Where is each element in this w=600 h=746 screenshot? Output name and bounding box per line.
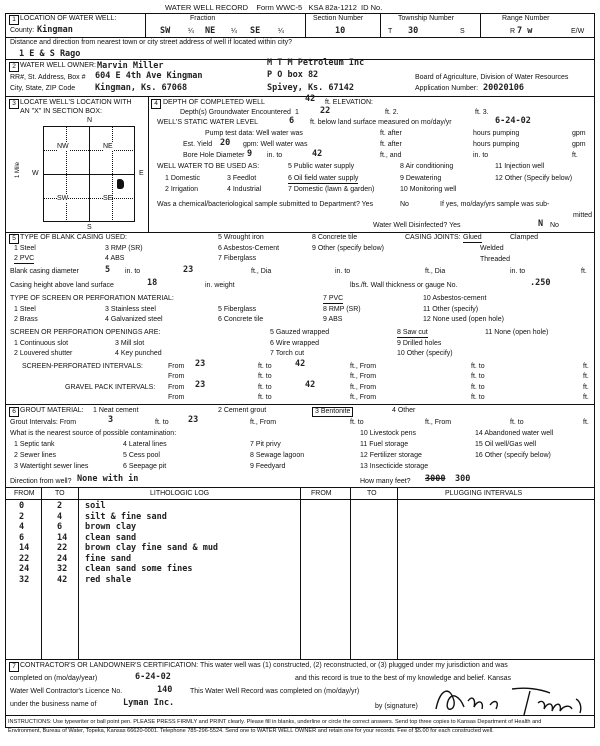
chem-sample-tail-2: mitted: [573, 212, 593, 219]
screen-concrete[interactable]: 6 Concrete tile: [218, 316, 264, 323]
log-row-description: brown clay: [85, 522, 137, 532]
range-prefix: R: [510, 28, 516, 35]
business-name: Lyman Inc.: [123, 698, 175, 708]
grout-neat-cement[interactable]: 1 Neat cement: [93, 407, 139, 414]
bore-ft2-label: ft.: [572, 152, 578, 159]
grout-from-3-label: ft., From: [425, 419, 452, 426]
log-header-to-2: TO: [367, 490, 377, 497]
screen-abs[interactable]: 9 ABS: [323, 316, 343, 323]
contam-sewage-lagoon[interactable]: 8 Sewage lagoon: [250, 452, 305, 459]
log-row-description: clean sand some fines: [85, 564, 193, 574]
yield-label: Est. Yield: [183, 141, 213, 148]
how-many-feet-struck: 3000: [425, 474, 446, 484]
quarter-3: ¼: [278, 28, 284, 35]
grout-to-label: ft. to: [155, 419, 169, 426]
contam-livestock[interactable]: 10 Livestock pens: [360, 430, 417, 437]
fraction-2: NE: [205, 26, 216, 36]
bore-in-label: in. to: [267, 152, 283, 159]
openings-label: SCREEN OR PERFORATION OPENINGS ARE:: [10, 329, 161, 336]
county-label: County:: [10, 27, 35, 34]
perf-end-label: ft.: [583, 363, 589, 370]
range-suffix: E/W: [571, 28, 585, 35]
gravel-pack-label: GRAVEL PACK INTERVALS:: [65, 384, 156, 391]
how-many-feet-value: 300: [455, 474, 471, 484]
contam-seepage-pit[interactable]: 6 Seepage pit: [123, 463, 167, 470]
contam-insecticide[interactable]: 13 Insecticide storage: [360, 463, 429, 470]
log-row-from: 22: [19, 553, 30, 564]
completed-tail: and this record is true to the best of my knowledge and belief. Kansas: [295, 675, 511, 682]
fraction-3: SE: [250, 26, 261, 36]
perf-to-2-label: ft. to: [471, 363, 485, 370]
contam-oil-gas-well[interactable]: 15 Oil well/Gas well: [475, 441, 537, 448]
static-level-date: 6-24-02: [495, 116, 531, 126]
contamination-label: What is the nearest source of possible contamination:: [10, 430, 177, 437]
grout-cement-grout[interactable]: 2 Cement grout: [218, 407, 267, 414]
contam-cess-pool[interactable]: 5 Cess pool: [123, 452, 160, 459]
casing-joints-label: CASING JOINTS:: [405, 234, 461, 241]
use-feedlot[interactable]: 3 Feedlot: [227, 175, 257, 182]
direction-value: None with in: [77, 474, 139, 484]
instructions-line-2: Environment, Bureau of Water, Topeka, Kansas 66620-0001. Telephone 785-296-5524. Send one to WATER WELL OWNER and retain one for your records. Fee of $5.00 for each constructed well.: [8, 728, 494, 734]
completed-label: completed on (mo/day/year): [10, 675, 98, 682]
se-label: SE: [103, 195, 113, 202]
blank-diameter-tail-2: in. to: [335, 268, 351, 275]
gravel-from-2-label: ft., From: [350, 384, 377, 391]
contam-lateral[interactable]: 4 Lateral lines: [123, 441, 167, 448]
chem-sample-label: Was a chemical/bacteriological sample submitted to Department? Yes: [157, 201, 374, 208]
well-location-mark: [117, 179, 124, 189]
log-row-to: 42: [57, 574, 68, 585]
direction-label: Direction from well?: [10, 478, 72, 485]
opening-wire-wrapped[interactable]: 6 Wire wrapped: [270, 340, 320, 347]
distance-value: 1 E & S Rago: [19, 49, 81, 59]
gravel-from-value: 23: [195, 380, 206, 390]
township-label: Township Number: [398, 15, 455, 22]
use-dewatering[interactable]: 9 Dewatering: [400, 175, 442, 182]
perf-from-value: 23: [195, 359, 206, 369]
pump-test-label: Pump test data: Well water was: [205, 130, 303, 137]
quarter-2: ¼: [231, 28, 237, 35]
static-level-label: WELL'S STATIC WATER LEVEL: [157, 119, 259, 126]
log-row-to: 4: [57, 511, 63, 522]
range-number: 7 w: [517, 26, 533, 36]
opening-none[interactable]: 11 None (open hole): [485, 329, 549, 336]
township-suffix: S: [460, 28, 465, 35]
opening-drilled-holes[interactable]: 9 Drilled holes: [397, 340, 442, 347]
opening-mill-slot[interactable]: 3 Mill slot: [115, 340, 145, 347]
gravel-to-row2: ft. to: [258, 394, 272, 401]
perf-from2-row2: ft., From: [350, 373, 377, 380]
opening-continuous-slot[interactable]: 1 Continuous slot: [14, 340, 69, 347]
log-row-description: silt & fine sand: [85, 511, 167, 522]
certification-text: This water well was (1) constructed, (2) reconstructed, or (3) plugged under my jurisdiction and was: [200, 662, 508, 669]
disinfected-no: No: [550, 222, 559, 229]
grout-from-2-label: ft., From: [250, 419, 277, 426]
section-number: 10: [335, 26, 346, 36]
log-row-description: brown clay fine sand & mud: [85, 543, 219, 553]
section-1-number: 1: [9, 15, 19, 25]
casing-pvc[interactable]: 2 PVC: [14, 255, 35, 262]
nw-label: NW: [57, 143, 69, 150]
south-label: S: [87, 224, 92, 231]
perf-from-label: From: [168, 363, 185, 370]
licence-label: Water Well Contractor's Licence No.: [10, 688, 123, 695]
screen-steel[interactable]: 1 Steel: [14, 306, 36, 313]
log-row-to: 14: [57, 532, 68, 543]
address-label: RR#, St. Address, Box #: [10, 74, 86, 81]
blank-diameter-depth: 23: [183, 265, 194, 275]
bore-ft-label: ft., and: [380, 152, 402, 159]
contam-sewer[interactable]: 2 Sewer lines: [14, 452, 57, 459]
pump-after-label: ft. after: [380, 130, 402, 137]
use-domestic[interactable]: 1 Domestic: [165, 175, 201, 182]
screen-stainless[interactable]: 3 Stainless steel: [105, 306, 156, 313]
gravel-from-row2: From: [168, 394, 185, 401]
instructions-line-1: INSTRUCTIONS: Use typewriter or ball point pen. PLEASE PRESS FIRMLY and PRINT clearly. Please fill in blanks, underline or circle the correct answers. Send top three copies to Kansas Department of Health and: [8, 719, 542, 725]
licence-tail: This Water Well Record was completed on (mo/day/yr): [190, 688, 360, 695]
groundwater-2-label: ft. 2.: [385, 109, 399, 116]
gravel-to-2-label: ft. to: [471, 384, 485, 391]
log-row-description: clean sand: [85, 532, 137, 543]
screen-asbestos[interactable]: 10 Asbestos-cement: [423, 295, 487, 302]
use-injection-well[interactable]: 11 Injection well: [495, 163, 545, 170]
log-row-to: 22: [57, 543, 68, 553]
signature-label: by (signature): [375, 703, 418, 710]
log-row-description: red shale: [85, 574, 132, 585]
use-other[interactable]: 12 Other (Specify below): [495, 175, 573, 182]
contam-watertight-sewer[interactable]: 3 Watertight sewer lines: [14, 463, 89, 470]
screen-none[interactable]: 12 None used (open hole): [423, 316, 504, 323]
business-label: under the business name of: [10, 701, 97, 708]
bore-to-value: 42: [312, 149, 323, 159]
log-header-plugging: PLUGGING INTERVALS: [445, 490, 523, 497]
groundwater-1-label: 1: [295, 109, 299, 116]
use-public-supply[interactable]: 5 Public water supply: [288, 163, 355, 170]
blank-diameter-tail-3: ft., Dia: [425, 268, 446, 275]
section-2-number: 2: [9, 62, 19, 72]
perf-from-row2: From: [168, 373, 185, 380]
owner-address: 604 E 4th Ave Kingman: [95, 71, 203, 81]
casing-other[interactable]: 9 Other (specify below): [312, 245, 384, 252]
board-label: Board of Agriculture, Division of Water Resources: [415, 74, 569, 81]
grout-material-label: GROUT MATERIAL:: [20, 407, 84, 414]
blank-diameter-tail: ft., Dia: [251, 268, 272, 275]
township-number: 30: [408, 26, 419, 36]
groundwater-label: Depth(s) Groundwater Encountered: [180, 109, 291, 116]
grout-intervals-label: Grout Intervals: From: [10, 419, 77, 426]
owner-name-2: M T M Petroleum Inc: [267, 58, 365, 68]
grout-to-3-label: ft. to: [510, 419, 524, 426]
depth-value: 42: [305, 94, 316, 104]
screen-brass[interactable]: 2 Brass: [14, 316, 38, 323]
owner-city: Kingman, Ks. 67068: [95, 83, 188, 93]
north-label: N: [87, 117, 93, 124]
log-row-to: 24: [57, 553, 68, 564]
elevation-label: ft. ELEVATION:: [325, 99, 373, 106]
range-label: Range Number: [502, 15, 550, 22]
grout-to-2-label: ft. to: [350, 419, 364, 426]
casing-fiberglass[interactable]: 7 Fiberglass: [218, 255, 257, 262]
casing-rmp[interactable]: 3 RMP (SR): [105, 245, 143, 252]
grout-bentonite[interactable]: 3 Bentonite: [312, 407, 353, 417]
depth-label: DEPTH OF COMPLETED WELL: [163, 99, 265, 106]
yield-after-label: ft. after: [380, 141, 402, 148]
use-oil-field-supply[interactable]: 6 Oil field water supply: [288, 175, 359, 182]
section-number-label: Section Number: [313, 15, 364, 22]
use-lawn-garden[interactable]: 7 Domestic (lawn & garden): [288, 186, 375, 193]
screen-galvanized[interactable]: 4 Galvanized steel: [105, 316, 163, 323]
perf-end-row2: ft.: [583, 373, 589, 380]
gravel-from-label: From: [168, 384, 185, 391]
static-level-value: 6: [289, 116, 295, 126]
blank-diameter-label: Blank casing diameter: [10, 268, 79, 275]
contam-abandoned-well[interactable]: 14 Abandoned water well: [475, 430, 554, 437]
casing-weight-label: in. weight: [205, 282, 235, 289]
section-3-label-2: AN "X" IN SECTION BOX:: [20, 108, 102, 115]
log-header-from-2: FROM: [311, 490, 332, 497]
opening-other[interactable]: 10 Other (specify): [397, 350, 453, 357]
gravel-end-row2: ft.: [583, 394, 589, 401]
disinfected-value: N: [538, 219, 544, 229]
county-value: Kingman: [37, 25, 73, 35]
fraction-1: SW: [160, 26, 171, 36]
log-row-to: 2: [57, 501, 63, 511]
static-level-mid: ft. below land surface measured on mo/day/yr: [310, 119, 452, 126]
joint-glued[interactable]: Glued: [463, 234, 482, 241]
perforated-intervals-label: SCREEN-PERFORATED INTERVALS:: [22, 363, 143, 370]
perf-from-2-label: ft., From: [350, 363, 377, 370]
casing-steel[interactable]: 1 Steel: [14, 245, 36, 252]
water-well-record-form: [5, 3, 595, 742]
blank-diameter-tail-4: in. to: [510, 268, 526, 275]
blank-diameter-tail-5: ft.: [581, 268, 587, 275]
log-row-from: 2: [19, 511, 25, 522]
use-industrial[interactable]: 4 Industrial: [227, 186, 262, 193]
city-label: City, State, ZIP Code: [10, 85, 76, 92]
pump-hours-label: hours pumping: [473, 130, 520, 137]
perf-to-label: ft. to: [258, 363, 272, 370]
grout-other[interactable]: 4 Other: [392, 407, 416, 414]
perf-to-row2: ft. to: [258, 373, 272, 380]
blank-diameter-value: 5: [105, 265, 111, 275]
yield-gpm-label: gpm: [572, 141, 586, 148]
casing-gauge-value: .250: [530, 278, 551, 288]
log-row-to: 32: [57, 564, 68, 574]
chem-sample-no: No: [400, 201, 409, 208]
yield-value: 20: [220, 138, 231, 148]
yield-hours-label: hours pumping: [473, 141, 520, 148]
fraction-label: Fraction: [190, 15, 216, 22]
section-6-number: 6: [9, 407, 19, 417]
application-number: 20020106: [483, 83, 524, 93]
screen-rmp[interactable]: 8 RMP (SR): [323, 306, 361, 313]
disinfected-label: Water Well Disinfected? Yes: [373, 222, 461, 229]
yield-unit: gpm: Well water was: [243, 141, 308, 148]
section-1-label: LOCATION OF WATER WELL:: [20, 15, 117, 22]
log-header-from: FROM: [14, 490, 35, 497]
joint-welded[interactable]: Welded: [480, 245, 504, 252]
contractor-signature: [430, 679, 588, 719]
licence-number: 140: [157, 685, 173, 695]
log-row-from: 4: [19, 522, 25, 532]
certification-label: CONTRACTOR'S OR LANDOWNER'S CERTIFICATION:: [20, 662, 199, 669]
opening-torch-cut[interactable]: 7 Torch cut: [270, 350, 305, 357]
pump-gpm-label: gpm: [572, 130, 586, 137]
screen-fiberglass[interactable]: 5 Fiberglass: [218, 306, 257, 313]
form-title: WATER WELL RECORD Form WWC-5 KSA 82a-1212 ID No.: [165, 3, 383, 12]
gravel-to2-row2: ft. to: [471, 394, 485, 401]
section-7-number: 7: [9, 662, 19, 672]
section-3-label: LOCATE WELL'S LOCATION WITH: [20, 99, 132, 106]
section-2-label: WATER WELL OWNER:: [20, 62, 96, 69]
joint-clamped[interactable]: Clamped: [510, 234, 539, 241]
grout-from-value: 3: [108, 415, 114, 425]
gravel-to-label: ft. to: [258, 384, 272, 391]
opening-louvered[interactable]: 2 Louvered shutter: [14, 350, 73, 357]
contam-fertilizer[interactable]: 12 Fertilizer storage: [360, 452, 422, 459]
section-4-number: 4: [151, 99, 161, 109]
casing-concrete[interactable]: 8 Concrete tile: [312, 234, 358, 241]
casing-wrought-iron[interactable]: 5 Wrought iron: [218, 234, 264, 241]
casing-height-value: 18: [147, 278, 158, 288]
screen-other[interactable]: 11 Other (specify): [423, 306, 479, 313]
distance-label: Distance and direction from nearest town or city street address of well if located within city?: [10, 39, 293, 46]
log-header-lithologic: LITHOLOGIC LOG: [150, 490, 210, 497]
screen-material-label: TYPE OF SCREEN OR PERFORATION MATERIAL:: [10, 295, 174, 302]
ne-label: NE: [103, 143, 113, 150]
completed-date: 6-24-02: [135, 672, 171, 682]
log-row-from: 0: [19, 501, 25, 511]
casing-abs[interactable]: 4 ABS: [105, 255, 125, 262]
contam-feedyard[interactable]: 9 Feedyard: [250, 463, 286, 470]
opening-key-punched[interactable]: 4 Key punched: [115, 350, 162, 357]
perf-to2-row2: ft. to: [471, 373, 485, 380]
bore-label: Bore Hole Diameter: [183, 152, 245, 159]
use-air-conditioning[interactable]: 8 Air conditioning: [400, 163, 454, 170]
township-prefix: T: [388, 28, 393, 35]
quarter-1: ¼: [188, 28, 194, 35]
log-row-from: 32: [19, 574, 30, 585]
owner-name: Marvin Miller: [97, 61, 164, 71]
how-many-feet-label: How many feet?: [360, 478, 411, 485]
screen-pvc[interactable]: 7 PVC: [323, 295, 344, 302]
east-label: E: [139, 170, 144, 177]
blank-diameter-to: in. to: [125, 268, 141, 275]
groundwater-3-label: ft. 3.: [475, 109, 489, 116]
log-row-from: 6: [19, 532, 25, 543]
bore-value: 9: [247, 149, 253, 159]
section-5-number: 5: [9, 234, 19, 244]
gravel-to-value: 42: [305, 380, 316, 390]
groundwater-value: 22: [320, 106, 331, 116]
use-monitoring-well[interactable]: 10 Monitoring well: [400, 186, 457, 193]
west-label: W: [32, 170, 39, 177]
log-header-to: TO: [55, 490, 65, 497]
use-irrigation[interactable]: 2 Irrigation: [165, 186, 199, 193]
mile-label: 1 Mile: [15, 161, 21, 178]
log-row-from: 14: [19, 543, 30, 553]
chem-sample-tail: If yes, mo/day/yrs sample was sub-: [440, 201, 550, 208]
gravel-from2-row2: ft., From: [350, 394, 377, 401]
perf-to-value: 42: [295, 359, 306, 369]
owner-address-2: P O box 82: [267, 70, 319, 80]
log-row-description: fine sand: [85, 553, 132, 564]
grout-end-label: ft.: [583, 419, 589, 426]
casing-type-label: TYPE OF BLANK CASING USED:: [20, 234, 127, 241]
bore-in2-label: in. to: [473, 152, 489, 159]
section-3-number: 3: [9, 99, 19, 109]
contam-other[interactable]: 16 Other (specify below): [475, 452, 551, 459]
casing-gauge-label: lbs./ft. Wall thickness or gauge No.: [350, 282, 458, 289]
well-use-label: WELL WATER TO BE USED AS:: [157, 163, 260, 170]
contam-fuel[interactable]: 11 Fuel storage: [360, 441, 409, 448]
log-row-from: 24: [19, 564, 30, 574]
contam-pit-privy[interactable]: 7 Pit privy: [250, 441, 281, 448]
opening-gauzed[interactable]: 5 Gauzed wrapped: [270, 329, 330, 336]
grout-to-value: 23: [188, 415, 199, 425]
application-label: Application Number:: [415, 85, 479, 92]
log-row-description: soil: [85, 501, 106, 511]
casing-height-label: Casing height above land surface: [10, 282, 114, 289]
casing-asbestos[interactable]: 6 Asbestos-Cement: [218, 245, 280, 252]
opening-saw-cut[interactable]: 8 Saw cut: [397, 329, 428, 336]
log-row-to: 6: [57, 522, 63, 532]
gravel-end-label: ft.: [583, 384, 589, 391]
owner-city-2: Spivey, Ks. 67142: [267, 83, 354, 93]
sw-label: SW: [57, 195, 69, 202]
joint-threaded[interactable]: Threaded: [480, 256, 510, 263]
contam-septic[interactable]: 1 Septic tank: [14, 441, 55, 448]
